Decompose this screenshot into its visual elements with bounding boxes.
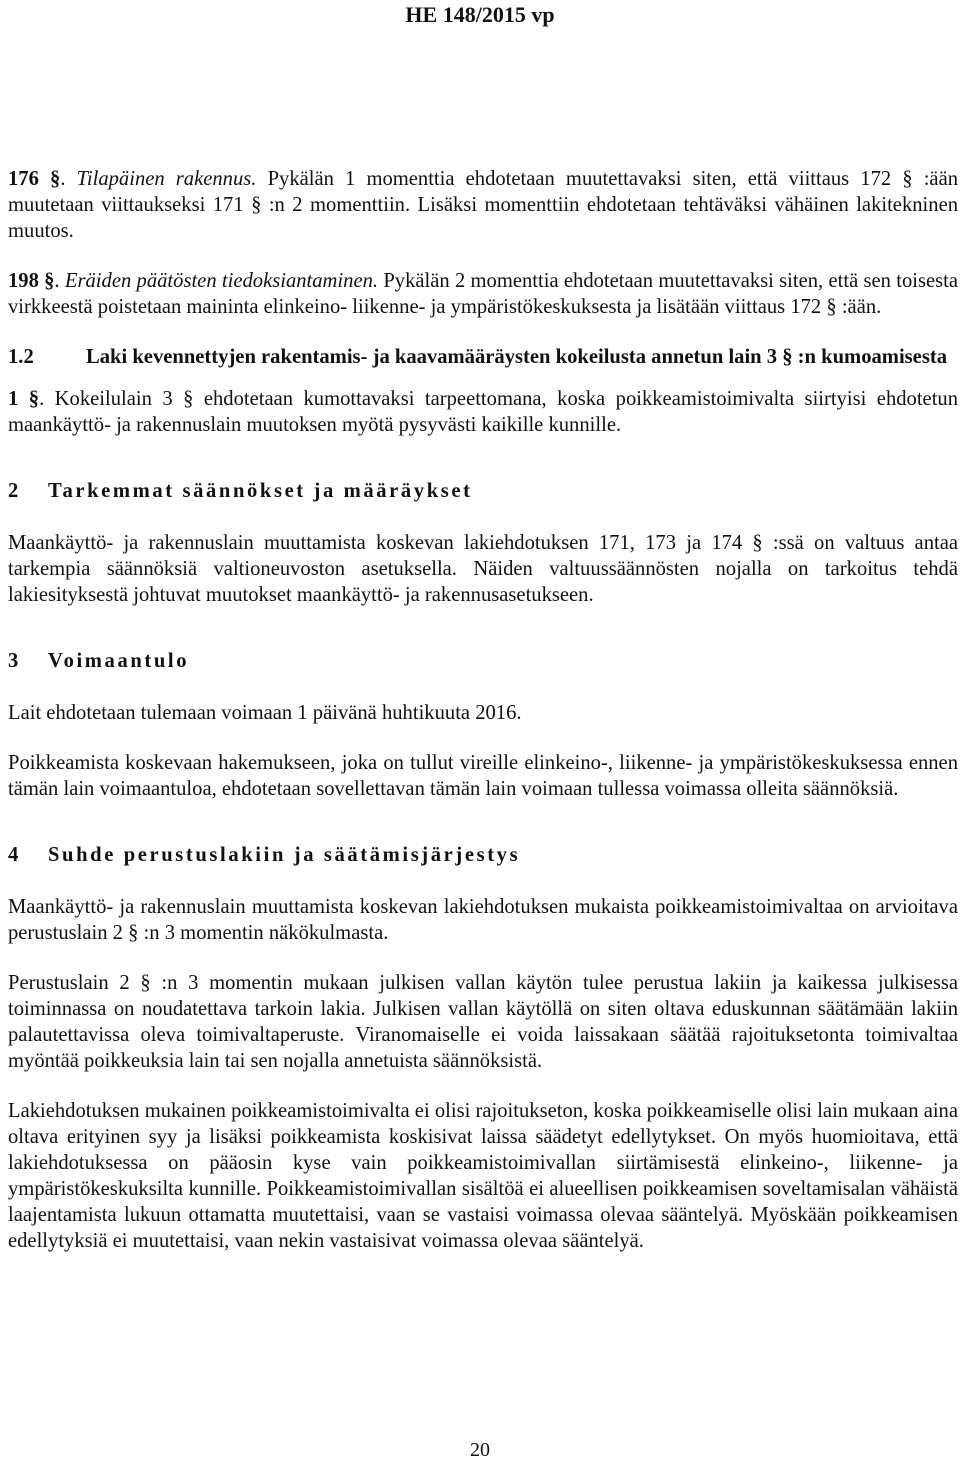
section-3-heading <box>8 648 958 674</box>
subsection-title: Laki kevennettyjen rakentamis- ja kaavamääräysten kokeilusta annetun lain 3 § :n kumoamisesta <box>86 346 947 368</box>
section-number: 1 <box>8 388 19 410</box>
paragraph-1: 1 §. Kokeilulain 3 § ehdotetaan kumottavaksi tarpeettomana, koska poikkeamistoimivalta siirtyisi ehdotetun maankäyttö- ja rakennuslain muutoksen myötä pysyvästi kaikille kunnille. <box>8 388 959 436</box>
paragraph-text: Pykälän 2 momenttia ehdotetaan muutettavaksi siten, että sen toisesta virkkeestä poistetaan maininta elinkeino- liikenne- ja ympäristökeskuksesta ja lisätään viittaus 172 § :ään. <box>8 270 958 318</box>
paragraph-text: Pykälän 1 momenttia ehdotetaan muutettavaksi siten, että viittaus 172 § :ään muutetaan viittaukseksi 171 § :n 2 momenttiin. Lisäksi momenttiin ehdotetaan tehtäväksi vähäinen lakitekninen muutos. <box>8 168 959 242</box>
section-2-paragraph: Maankäyttö- ja rakennuslain muuttamista koskevan lakiehdotuksen 171, 173 ja 174 § :ssä on valtuus antaa tarkempia säännöksiä valtioneuvoston asetuksella. Näiden valtuussäännösten nojalla on tarkoitus tehdä lakiesityksestä johtuvat muutokset maankäyttö- ja rakennusasetukseen. <box>8 532 958 606</box>
section-heading-title: Voimaantulo <box>48 650 190 672</box>
section-3-paragraph: Lait ehdotetaan tulemaan voimaan 1 päivänä huhtikuuta 2016. <box>8 702 522 724</box>
section-title: Eräiden päätösten tiedoksiantaminen. <box>64 270 379 292</box>
section-4-paragraph: Perustuslain 2 § :n 3 momentin mukaan julkisen vallan käytön tulee perustua lakiin ja kaikessa julkisessa toiminnassa on noudatettava tarkoin lakia. Julkisen vallan käytöllä on siten oltava eduskunnan säätämään lakiin palautettavissa oleva toimivaltaperuste. Viranomaiselle ei voida laissakaan säätää rajoituksetonta toimivaltaa myöntää poikkeuksia lain tai sen nojalla annetuista säännöksistä. <box>8 972 958 1072</box>
section-4-paragraph: Maankäyttö- ja rakennuslain muuttamista koskevan lakiehdotuksen mukaista poikkeamistoimivaltaa on arvioitava perustuslain 2 § :n 3 momentin näkökulmasta. <box>8 896 958 944</box>
section-4-heading <box>8 842 958 868</box>
section-sign: § <box>28 388 40 410</box>
subsection-heading <box>8 344 958 370</box>
section-number: 176 <box>8 168 39 190</box>
page-number: 20 <box>470 1439 490 1461</box>
section-heading-title: Suhde perustuslakiin ja säätämisjärjestys <box>48 844 521 866</box>
section-heading-number: 4 <box>8 844 19 866</box>
section-sign: § <box>44 270 55 292</box>
section-heading-number: 2 <box>8 480 19 502</box>
section-number: 198 <box>8 270 39 292</box>
section-2-heading <box>8 478 958 504</box>
section-sign: § <box>50 168 61 190</box>
paragraph-text: Kokeilulain 3 § ehdotetaan kumottavaksi tarpeettomana, koska poikkeamistoimivalta siirtyisi ehdotetun maankäyttö- ja rakennuslain muutoksen myötä pysyvästi kaikille kunnille. <box>8 388 959 436</box>
document-id-header: HE 148/2015 vp <box>405 2 555 27</box>
section-heading-number: 3 <box>8 650 19 672</box>
section-heading-title: Tarkemmat säännökset ja määräykset <box>48 480 473 502</box>
subsection-number: 1.2 <box>8 346 34 368</box>
section-4-paragraph: Lakiehdotuksen mukainen poikkeamistoimivalta ei olisi rajoitukseton, koska poikkeamiselle olisi lain mukaan aina oltava erityinen syy ja lisäksi poikkeamista koskisivat laissa säädetyt edellytykset. On myös huomioitava, että lakiehdotuksessa on pääosin kyse vain poikkeamistoimivallan siirtämisestä elinkeino-, liikenne- ja ympäristökeskuksilta kunnille. Poikkeamistoimivallan sisältöä ei alueellisen poikkeamisen soveltamisalan vähäistä laajentamista lukuun ottamatta muutettaisi, vaan se vastaisi voimassa olevaa sääntelyä. Myöskään poikkeamisen edellytyksiä ei muutettaisi, vaan nekin vastaisivat voimassa olevaa sääntelyä. <box>8 1100 958 1252</box>
section-title: Tilapäinen rakennus. <box>76 168 257 190</box>
paragraph-176: 176 §. Tilapäinen rakennus. Pykälän 1 momenttia ehdotetaan muutettavaksi siten, että viittaus 172 § :ään muutetaan viittaukseksi 171 § :n 2 momenttiin. Lisäksi momenttiin ehdotetaan tehtäväksi vähäinen lakitekninen muutos. <box>8 168 959 242</box>
page-content <box>8 166 958 1254</box>
paragraph-198: 198 §. Eräiden päätösten tiedoksiantaminen. Pykälän 2 momenttia ehdotetaan muutettavaksi siten, että sen toisesta virkkeestä poistetaan maininta elinkeino- liikenne- ja ympäristökeskuksesta ja lisätään viittaus 172 § :ään. <box>8 270 958 318</box>
section-3-paragraph: Poikkeamista koskevaan hakemukseen, joka on tullut vireille elinkeino-, liikenne- ja ympäristökeskuksessa ennen tämän lain voimaantuloa, ehdotetaan sovellettavan tämän lain voimaan tullessa voimassa olleita säännöksiä. <box>8 752 958 800</box>
